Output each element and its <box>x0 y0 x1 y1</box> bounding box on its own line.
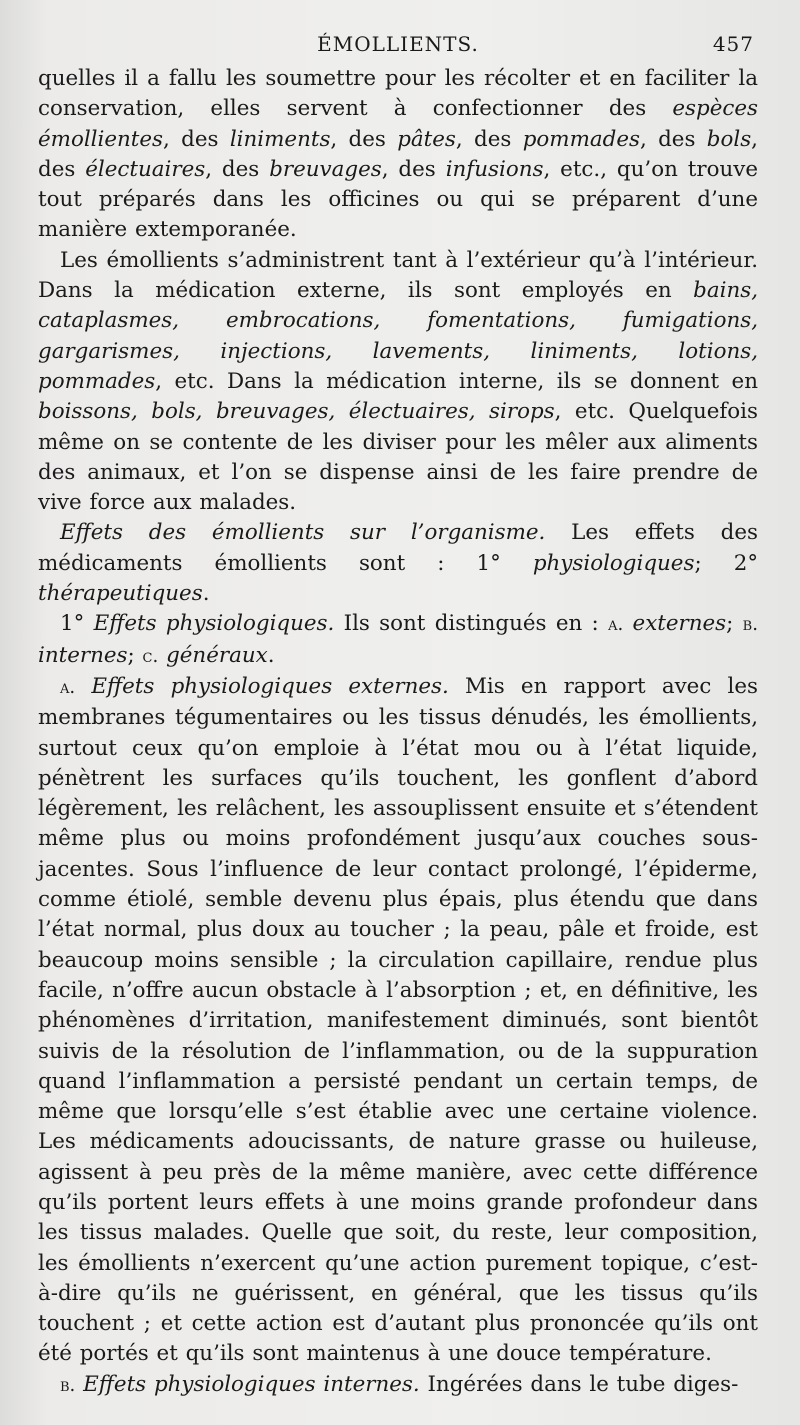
section-letter: b. <box>60 1374 76 1396</box>
italic-run: internes <box>38 642 128 668</box>
text-run: , des <box>163 126 230 152</box>
paragraph-4 <box>38 609 758 672</box>
text-run: , des <box>455 126 523 152</box>
text-run: , des <box>205 156 270 182</box>
running-title: ÉMOLLIENTS. <box>317 32 479 56</box>
running-header <box>38 30 758 64</box>
section-letter: c. <box>142 645 159 667</box>
text-run: , etc. Quelquefois même on se contente de les diviser pour les mêler aux aliments des animaux, et l’on se dispense ainsi de les faire prendre de vive force aux malades. <box>38 399 758 516</box>
text-run <box>158 643 166 668</box>
text-run: , des <box>381 156 446 182</box>
italic-run: bains, cataplasmes, embrocations, fomentations, fumigations, gargarismes, injections, lavements, liniments, lotions, pommades <box>38 278 758 394</box>
text-run: ; 2° <box>694 550 759 576</box>
section-letter: b. <box>742 614 758 636</box>
section-letter: a. <box>608 614 624 636</box>
text-run <box>623 611 632 636</box>
text-run: ; <box>726 611 743 637</box>
paragraph-2 <box>38 246 758 519</box>
italic-run: bols <box>706 126 752 152</box>
text-run: Ils sont distingués en : <box>334 611 609 637</box>
text-run: , des <box>639 126 707 152</box>
italic-run: boissons, bols, breuvages, électuaires, sirops <box>38 399 555 425</box>
italic-run: thérapeutiques <box>38 581 203 607</box>
italic-run: Effets des émollients sur l’organisme. <box>60 520 546 546</box>
text-run: , etc. Dans la médication interne, ils se donnent en <box>155 368 758 394</box>
text-run: ; <box>127 642 143 668</box>
text-run: Les émollients s’administrent tant à l’extérieur qu’à l’intérieur. Dans la médication externe, ils sont employés en <box>38 247 758 304</box>
text-run: , des <box>38 126 758 182</box>
italic-run: breuvages <box>269 156 382 182</box>
italic-run: externes <box>632 611 727 637</box>
italic-run: Effets physiologiques externes. <box>91 673 449 699</box>
text-run: 1° <box>60 611 94 637</box>
italic-run: généraux <box>166 642 268 668</box>
text-body <box>38 64 758 1401</box>
section-letter: a. <box>60 676 76 698</box>
italic-run: physiologiques <box>532 550 695 576</box>
italic-run: pommades <box>522 126 640 152</box>
text-run: Les effets des médicaments émollients sont : 1° <box>38 520 758 576</box>
italic-run: Effets physiologiques. <box>93 611 335 637</box>
paragraph-6 <box>38 1370 758 1401</box>
paragraph-3 <box>38 518 758 609</box>
italic-run: électuaires <box>85 156 206 182</box>
italic-run: Effets physiologiques internes. <box>83 1371 420 1397</box>
italic-run: liniments <box>229 126 331 152</box>
text-run <box>75 674 91 699</box>
italic-run: infusions <box>445 156 544 182</box>
italic-run: espèces émollientes <box>38 96 758 152</box>
text-run: , des <box>330 126 398 152</box>
paragraph-5 <box>38 672 758 1370</box>
text-run: . <box>202 581 210 607</box>
page-number: 457 <box>712 32 754 56</box>
text-run: . <box>267 642 275 668</box>
text-run: quelles il a fallu les soumettre pour les récolter et en faciliter la conservation, elles servent à confectionner des <box>38 66 758 122</box>
paragraph-1 <box>38 64 758 246</box>
italic-run: pâtes <box>397 126 456 152</box>
text-run <box>75 1372 83 1397</box>
text-run: , etc., qu’on trouve tout préparés dans les officines ou qui se préparent d’une manière extemporanée. <box>38 156 758 243</box>
text-run: Ingérées dans le tube diges- <box>419 1371 739 1397</box>
text-run: Mis en rapport avec les membranes tégumentaires ou les tissus dénudés, les émollients, surtout ceux qu’on emploie à l’état mou ou à l’état liquide, pénètrent les surfaces qu’ils touchent, les gonflent d’abord légèrement, les relâchent, les assouplissent ensuite et s’étendent même plus ou moins profondément jusqu’aux couches sous-jacentes. Sous l’influence de leur contact prolongé, l’épiderme, comme étiolé, semble devenu plus épais, plus étendu que dans l’état normal, plus doux au toucher ; la peau, pâle et froide, est beaucoup moins sensible ; la circulation capillaire, rendue plus facile, n’offre aucun obstacle à l’absorption ; et, en définitive, les phénomènes d’irritation, manifestement diminués, sont bientôt suivis de la résolution de l’inflammation, ou de la suppuration quand l’inflammation a persisté pendant un certain temps, de même que lorsqu’elle s’est établie avec une certaine violence. Les médicaments adoucissants, de nature grasse ou huileuse, agissent à peu près de la même manière, avec cette différence qu’ils portent leurs effets à une moins grande profondeur dans les tissus malades. Quelle que soit, du reste, leur composition, les émollients n’exercent qu’une action purement topique, c’est-à-dire qu’ils ne guérissent, en général, que les tissus qu’ils touchent ; et cette action est d’autant plus prononcée qu’ils ont été portés et qu’ils sont maintenus à une douce température. <box>38 673 758 1367</box>
